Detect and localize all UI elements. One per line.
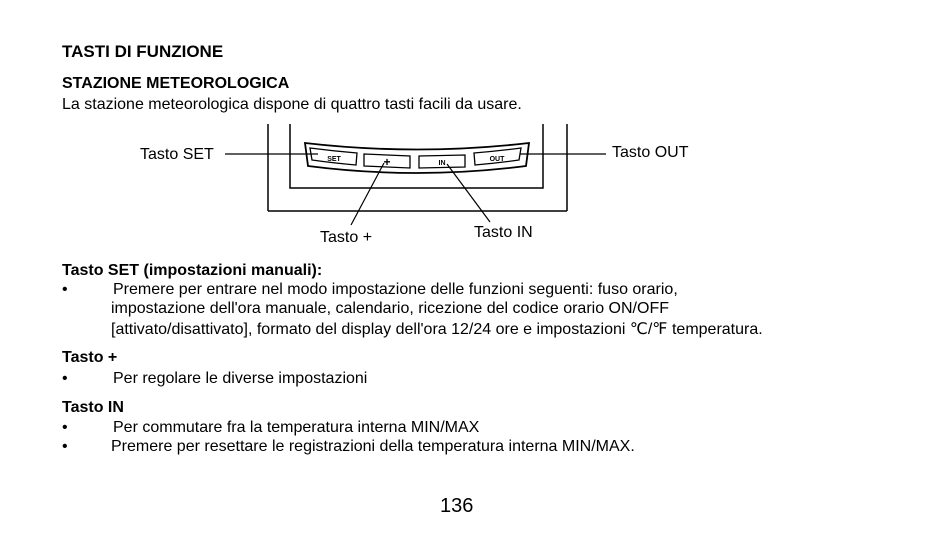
section-title-set: Tasto SET (impostazioni manuali): (62, 262, 323, 279)
label-tasto-out: Tasto OUT (612, 144, 689, 161)
section-title-plus: Tasto + (62, 349, 118, 366)
button-diagram (0, 0, 950, 260)
in-button-label: IN (438, 160, 446, 167)
section-title-in: Tasto IN (62, 399, 124, 416)
out-button-label: OUT (489, 156, 505, 163)
set-bullet-line-2: impostazione dell'ora manuale, calendario, ricezione del codice orario ON/OFF (111, 300, 669, 317)
bullet-symbol: • (62, 370, 68, 387)
plus-bullet-line-1: Per regolare le diverse impostazioni (113, 370, 368, 387)
set-button-label: SET (327, 156, 341, 163)
in-bullet-line-1: Per commutare fra la temperatura interna MIN/MAX (113, 419, 480, 436)
in-button[interactable] (419, 155, 465, 168)
bullet-symbol: • (62, 438, 68, 455)
plus-button[interactable] (364, 154, 410, 169)
set-bullet-line-1: Premere per entrare nel modo impostazione delle funzioni seguenti: fuso orario, (113, 281, 678, 298)
intro-text: La stazione meteorologica dispone di quattro tasti facili da usare. (62, 96, 522, 113)
page-heading: TASTI DI FUNZIONE (62, 42, 224, 61)
bullet-symbol: • (62, 281, 68, 298)
label-tasto-in: Tasto IN (474, 224, 533, 241)
in-leader-line (447, 164, 490, 222)
in-bullet-line-2: Premere per resettare le registrazioni della temperatura interna MIN/MAX. (111, 438, 635, 455)
plus-button-label: + (383, 155, 391, 169)
bullet-symbol: • (62, 419, 68, 436)
page-number: 136 (440, 495, 474, 517)
label-tasto-set: Tasto SET (140, 146, 214, 163)
label-tasto-plus: Tasto + (320, 229, 373, 246)
set-bullet-line-3: [attivato/disattivato], formato del display dell'ora 12/24 ore e impostazioni ℃/℉ temperatura. (111, 321, 763, 338)
section-subheading: STAZIONE METEOROLOGICA (62, 75, 290, 92)
